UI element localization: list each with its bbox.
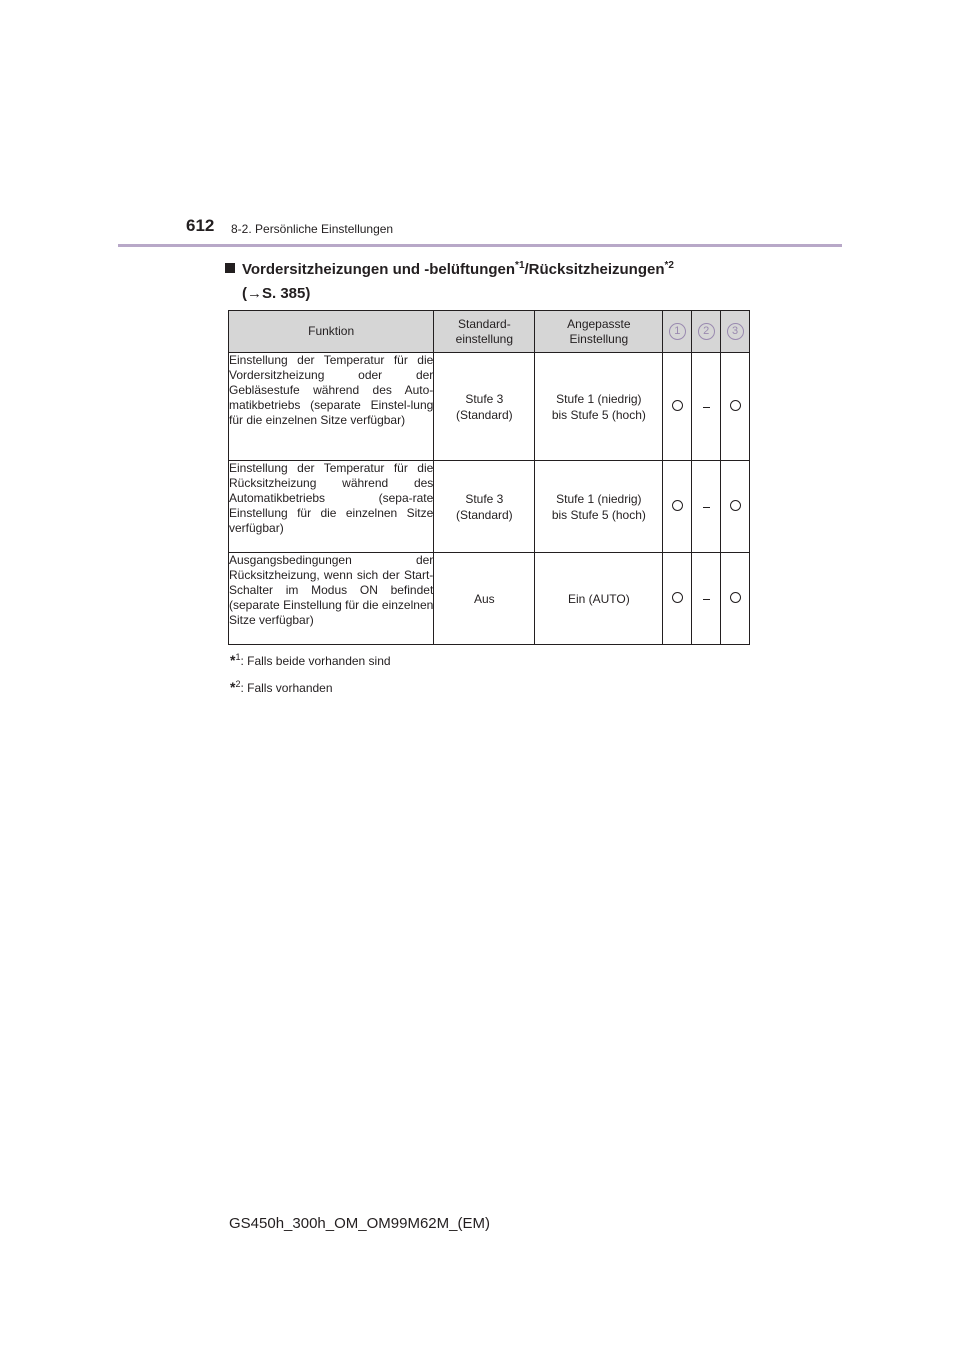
document-id: GS450h_300h_OM_OM99M62M_(EM) (229, 1215, 490, 1232)
row-mode-2 (692, 353, 721, 461)
header-mode-3 (721, 311, 750, 353)
row-default-value: Stufe 3 (Standard) (434, 461, 535, 553)
row-custom-value: Stufe 1 (niedrig) bis Stufe 5 (hoch) (535, 353, 663, 461)
unavailable-dash-icon (703, 599, 710, 600)
footnote-ref-2: *2 (664, 260, 674, 271)
header-custom: Angepasste Einstellung (535, 311, 663, 353)
row-description: Ausgangsbedingungen der Rücksitzheizung, wenn sich der Start-Schalter im Modus ON befindet (separate Einstellung für die einzelnen Sitze verfügbar) (229, 553, 434, 645)
row-mode-3 (721, 461, 750, 553)
table-row (229, 461, 750, 553)
available-circle-icon (672, 592, 683, 603)
available-circle-icon (730, 500, 741, 511)
header-mode-2 (692, 311, 721, 353)
row-custom-value: Stufe 1 (niedrig) bis Stufe 5 (hoch) (535, 461, 663, 553)
page-reference-number: S. 385 (262, 285, 306, 302)
settings-table (228, 310, 750, 645)
header-default: Standard- einstellung (434, 311, 535, 353)
table-row (229, 353, 750, 461)
available-circle-icon (672, 400, 683, 411)
available-circle-icon (730, 400, 741, 411)
mode-2-badge-icon: 2 (698, 323, 715, 340)
heading-title-rear: /Rücksitzheizungen (524, 261, 665, 278)
row-mode-3 (721, 353, 750, 461)
row-mode-2 (692, 461, 721, 553)
section-heading (225, 254, 674, 306)
unavailable-dash-icon (703, 407, 710, 408)
row-custom-value: Ein (AUTO) (535, 553, 663, 645)
bullet-square-icon (225, 263, 235, 273)
row-mode-3 (721, 553, 750, 645)
row-mode-1 (663, 461, 692, 553)
mode-1-badge-icon: 1 (669, 323, 686, 340)
footnote-2: *$^2$: Falls vorhanden (230, 679, 333, 695)
available-circle-icon (672, 500, 683, 511)
page-number: 612 (186, 216, 215, 235)
page-reference[interactable]: (→S. 385) (242, 285, 311, 302)
row-description: Einstellung der Temperatur für die Vordersitzheizung oder der Gebläsestufe während des Auto-matikbetriebs (separate Einstel-lung für die einzelnen Sitze verfügbar) (229, 353, 434, 461)
header-function: Funktion (229, 311, 434, 353)
row-description: Einstellung der Temperatur für die Rücksitzheizung während des Automatikbetriebs (sepa-rate Einstellung für die einzelnen Sitze verfügbar) (229, 461, 434, 553)
row-mode-1 (663, 353, 692, 461)
row-mode-1 (663, 553, 692, 645)
header-divider (118, 244, 842, 247)
row-default-value: Aus (434, 553, 535, 645)
section-title: 8-2. Persönliche Einstellungen (231, 222, 394, 236)
table-header-row (229, 311, 750, 353)
mode-3-badge-icon: 3 (727, 323, 744, 340)
available-circle-icon (730, 592, 741, 603)
header-mode-1 (663, 311, 692, 353)
arrow-icon: → (247, 285, 262, 302)
row-default-value: Stufe 3 (Standard) (434, 353, 535, 461)
row-mode-2 (692, 553, 721, 645)
table-row (229, 553, 750, 645)
footnote-ref-1: *1 (515, 260, 525, 271)
footnote-1: *$^1$: Falls beide vorhanden sind (230, 652, 391, 668)
heading-title: Vordersitzheizungen und -belüftungen (242, 261, 516, 278)
unavailable-dash-icon (703, 507, 710, 508)
